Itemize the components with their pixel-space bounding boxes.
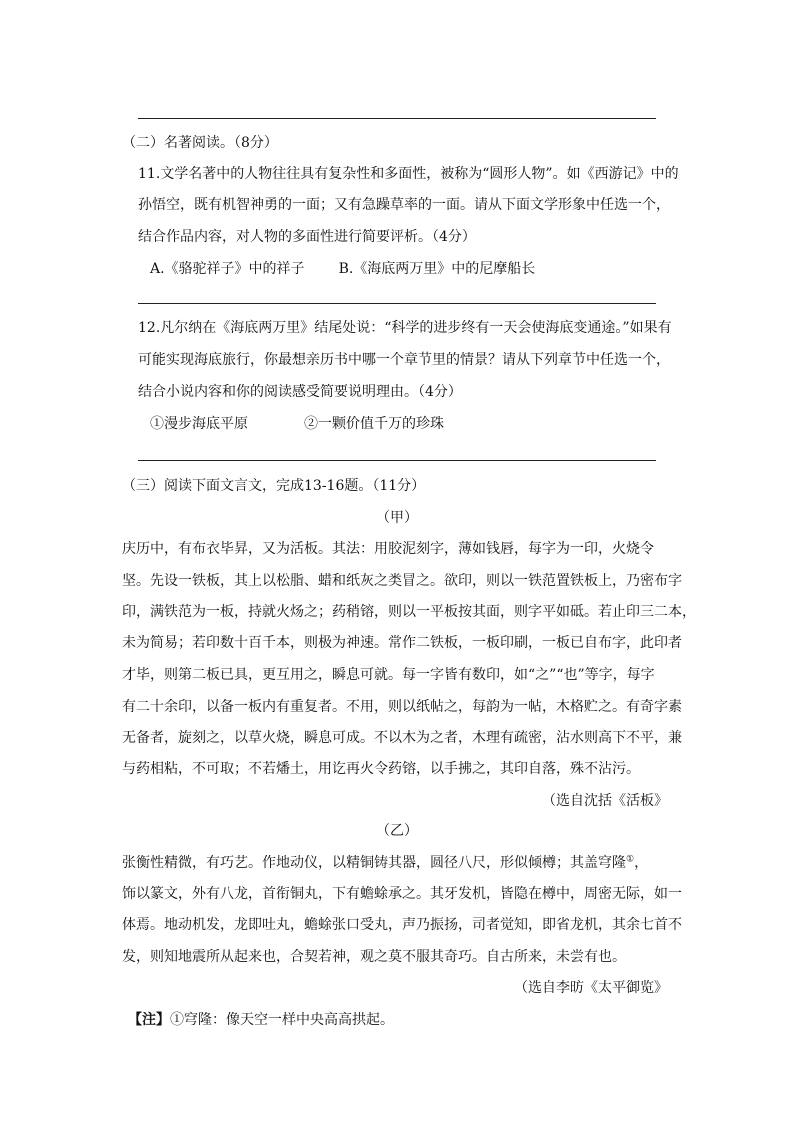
- q11-line-1: 11.文学名著中的人物往往具有复杂性和多面性，被称为“圆形人物”。如《西游记》中的: [138, 166, 679, 182]
- footnote-text: ①穹隆：像天空一样中央高高拱起。: [170, 1012, 394, 1028]
- yi-line: 体焉。地动机发，龙即吐丸，蟾蜍张口受丸，声乃振扬，司者觉知，即省龙机，其余七首不: [122, 917, 682, 933]
- q12-line-2: 可能实现海底旅行，你最想亲历书中哪一个章节里的情景？请从下列章节中任选一个，: [138, 352, 670, 368]
- yi-line-1-text: 张衡性精微，有巧艺。作地动仪，以精铜铸其器，圆径八尺，形似倾樽；其盖穹隆: [122, 855, 626, 871]
- jia-line: 印，满铁范为一板，持就火炀之；药稍镕，则以一平板按其面，则字平如砥。若止印三二本，: [122, 604, 696, 620]
- section-3-title: （三）阅读下面文言文，完成13-16题。（11分）: [122, 478, 426, 494]
- q12-option-1: ①漫步海底平原: [150, 416, 248, 432]
- q11-line-2: 孙悟空，既有机智神勇的一面；又有急躁草率的一面。请从下面文学形象中任选一个，: [138, 197, 670, 213]
- q12-options: [150, 414, 444, 434]
- q11-option-b: B.《海底两万里》中的尼摩船长: [338, 261, 536, 277]
- passage-jia-heading: （甲）: [376, 510, 418, 526]
- yi-line: [122, 853, 648, 873]
- q11-option-a: A.《骆驼祥子》中的祥子: [150, 261, 305, 277]
- jia-line: 与药相粘，不可取；不若燔土，用讫再火令药镕，以手拂之，其印自落，殊不沾污。: [122, 761, 640, 777]
- q11-options: [150, 259, 535, 279]
- q12-option-2: ②一颗价值千万的珍珠: [304, 416, 444, 432]
- answer-line: [138, 303, 656, 304]
- passage-yi-heading: （乙）: [376, 823, 418, 839]
- jia-line: 无备者，旋刻之，以草火烧，瞬息可成。不以木为之者，木理有疏密，沾水则高下不平，兼: [122, 730, 682, 746]
- footnote-label: 【注】: [128, 1012, 170, 1028]
- jia-line: 坚。先设一铁板，其上以松脂、蜡和纸灰之类冒之。欲印，则以一铁范置铁板上，乃密布字: [122, 573, 682, 589]
- footnote: [128, 1010, 394, 1030]
- section-2-title: （二）名著阅读。（8分）: [122, 135, 278, 151]
- jia-line: 有二十余印，以备一板内有重复者。不用，则以纸帖之，每韵为一帖，木格贮之。有奇字素: [122, 699, 682, 715]
- q12-line-1: 12.凡尔纳在《海底两万里》结尾处说：“科学的进步终有一天会使海底变通途。”如果有: [138, 320, 672, 336]
- yi-line-1-end: ，: [634, 855, 649, 871]
- jia-line: 未为简易；若印数十百千本，则极为神速。常作二铁板，一板印刷，一板已自布字，此印者: [122, 635, 682, 651]
- answer-line: [138, 118, 656, 119]
- yi-source: （选自李昉《太平御览》: [514, 980, 668, 996]
- jia-line: 庆历中，有布衣毕昇，又为活板。其法：用胶泥刻字，薄如钱唇，每字为一印，火烧令: [122, 541, 654, 557]
- footnote-mark: ①: [626, 854, 635, 865]
- yi-line: 发，则知地震所从起来也，合契若神，观之莫不服其奇巧。自古所来，未尝有也。: [122, 949, 626, 965]
- yi-line: 饰以篆文，外有八龙，首衔铜丸，下有蟾蜍承之。其牙发机，皆隐在樽中，周密无际，如一: [122, 886, 682, 902]
- q12-line-3: 结合小说内容和你的阅读感受简要说明理由。（4分）: [138, 384, 462, 400]
- answer-line: [138, 460, 656, 461]
- jia-line: 才毕，则第二板已具，更互用之，瞬息可就。每一字皆有数印，如“之”“也”等字，每字: [122, 667, 655, 683]
- q11-line-3: 结合作品内容，对人物的多面性进行简要评析。（4分）: [138, 229, 476, 245]
- jia-source: （选自沈括《活板》: [542, 793, 668, 809]
